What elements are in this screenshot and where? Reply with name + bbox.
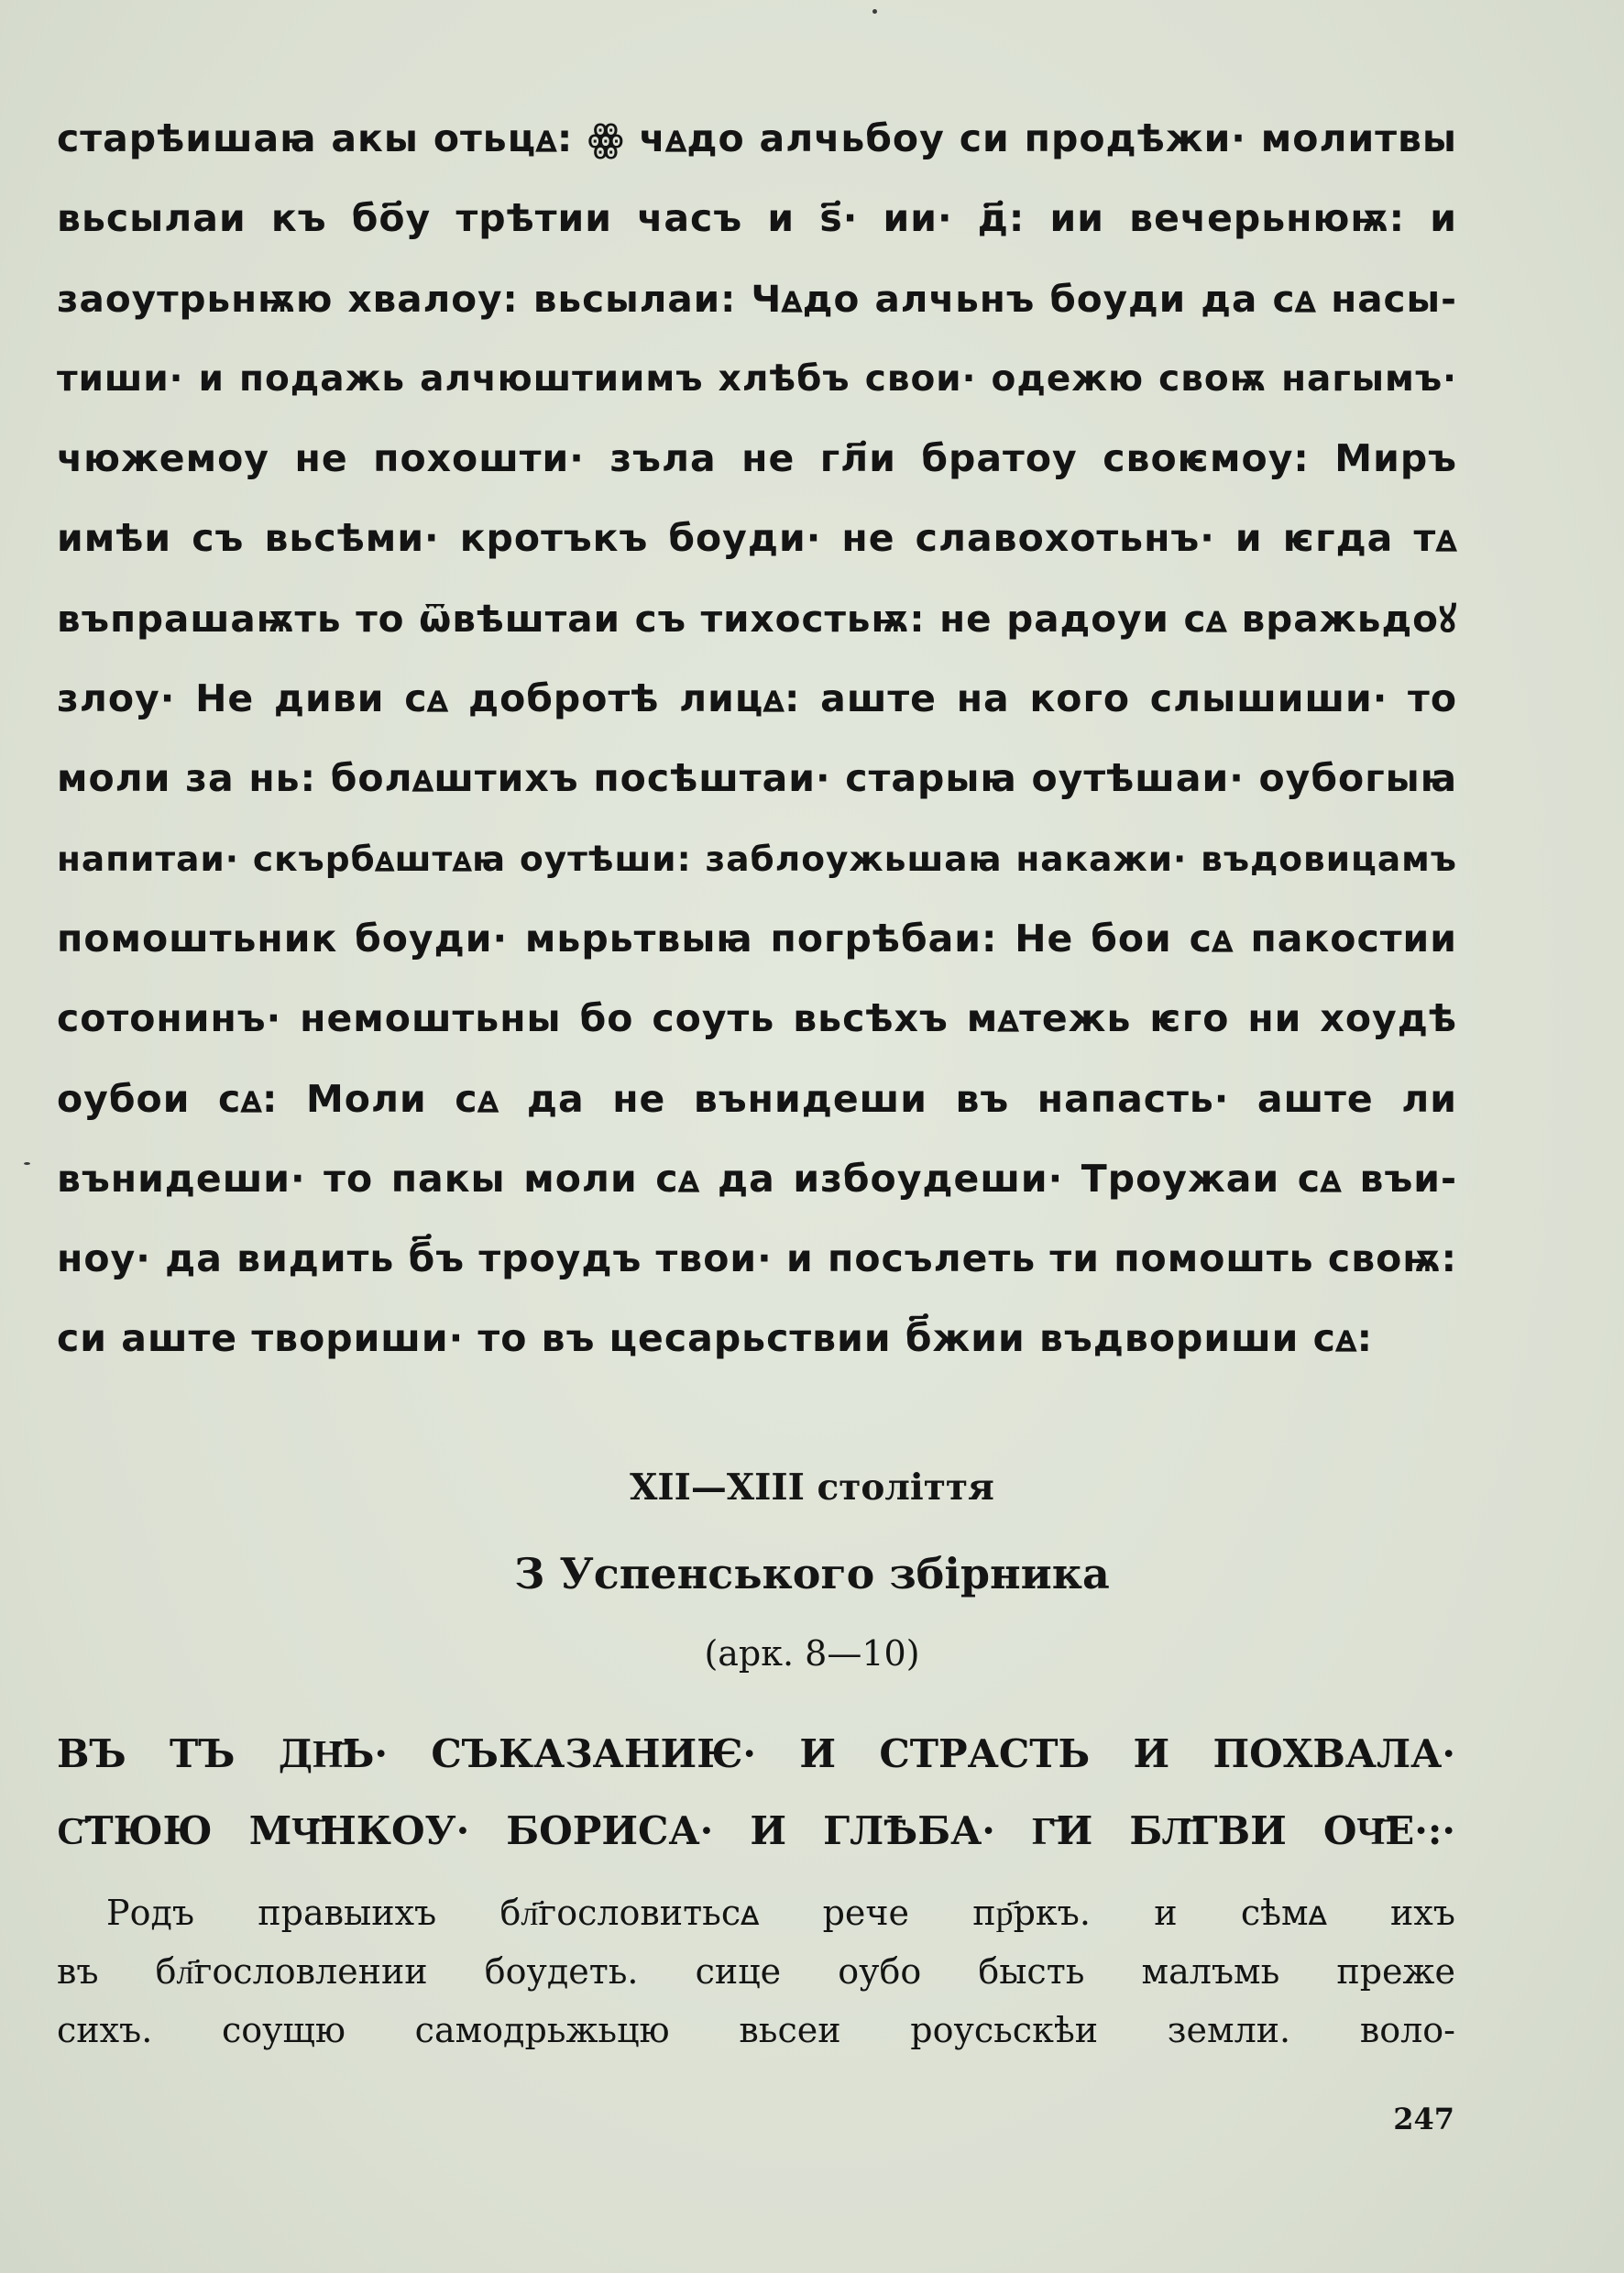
passage-line: сотонинъ· немоштьны бо соуть вьсѣхъ мꙙтежь ѥго ни хоудѣ	[57, 996, 1457, 1041]
passage-line: напитаи· скърбꙙштꙙꙗ оутѣши: заблоужьшаꙗ накажи· въдовицамъ	[57, 838, 1457, 879]
body-paragraph	[57, 1883, 1455, 2059]
passage-line: си аште твориши· то въ цесарьствии б҃жии въдвориши сꙙ:	[57, 1316, 1374, 1361]
print-speck	[24, 1162, 30, 1165]
passage-line: имѣи съ вьсѣми· кротъкъ боуди· не славохотьнъ· и ѥгда тꙙ	[57, 516, 1457, 561]
section-title: З Успенського збірника	[514, 1549, 1110, 1598]
passage-line: заоутрьнѭю хвалоу: вьсылаи: Чꙙдо алчьнъ боуди да сꙙ насы-	[57, 276, 1457, 321]
passage-line: въпрашаѭть то ѿвѣштаи съ тихостьѭ: не радоуи сꙙ вражьдоꙋ	[57, 596, 1457, 641]
passage-line: ноу· да видить б҃ъ троудъ твои· и посълеть ти помошть своѭ:	[57, 1236, 1457, 1281]
passage-line: злоу· Не диви сꙙ добротѣ лицꙙ: аште на кого слышиши· то	[57, 676, 1457, 721]
old-church-slavonic-passage	[57, 99, 1457, 1379]
page-number: 247	[1393, 2102, 1454, 2136]
passage-line: вьсылаи къ бо҃у трѣтии часъ и ѕ҃· ии· д҃: ии вечерьнюѭ: и	[57, 196, 1457, 241]
print-speck	[872, 9, 877, 14]
passage-line: вънидеши· то пакы моли сꙙ да избоудеши· Троужаи сꙙ въи-	[57, 1156, 1457, 1201]
body-line: въ бл҃гословлении боудеть. сице оубо бысть малъмь преже	[57, 1951, 1455, 1992]
passage-line: оубои сꙙ: Моли сꙙ да не вънидеши въ напасть· аште ли	[57, 1076, 1457, 1121]
passage-line: моли за нь: болꙙштихъ посѣштаи· старыꙗ оутѣшаи· оубогыꙗ	[57, 756, 1457, 801]
text-title-line: ВЪ ТЪ ДН҃Ь· СЪКАЗАНИѤ· И СТРАСТЬ И ПОХВАЛА·	[57, 1731, 1455, 1776]
sheet-reference: (арк. 8—10)	[704, 1633, 920, 1674]
text-title-block	[57, 1716, 1455, 1870]
body-line: сихъ. соущю самодрьжьцю вьсеи роусьскѣи земли. воло-	[57, 2010, 1455, 2050]
text-title-line: С҃ТЮЮ МЧ҃НКОУ· БОРИСА· И ГЛѢБА· Г҃И БЛ҃ГВИ ОЧ҃Е·:·	[57, 1808, 1455, 1853]
passage-line: старѣишаꙗ акы отьцꙙ: ꙮ чꙙдо алчьбоу си продѣжи· молитвы	[57, 116, 1457, 160]
century-heading: XII—XIII століття	[630, 1466, 994, 1509]
body-line: Родъ правыихъ бл҃гословитьсꙙ рече пр҃ркъ. и сѣмꙙ ихъ	[106, 1893, 1455, 1933]
passage-line: чюжемоу не похошти· зъла не гл҃и братоу своѥмоу: Миръ	[57, 436, 1457, 481]
passage-line: тиши· и подажь алчюштиимъ хлѣбъ свои· одежю своѭ нагымъ·	[57, 357, 1457, 400]
passage-line: помоштьник боуди· мьрьтвыꙗ погрѣбаи: Не бои сꙙ пакостии	[57, 916, 1457, 961]
